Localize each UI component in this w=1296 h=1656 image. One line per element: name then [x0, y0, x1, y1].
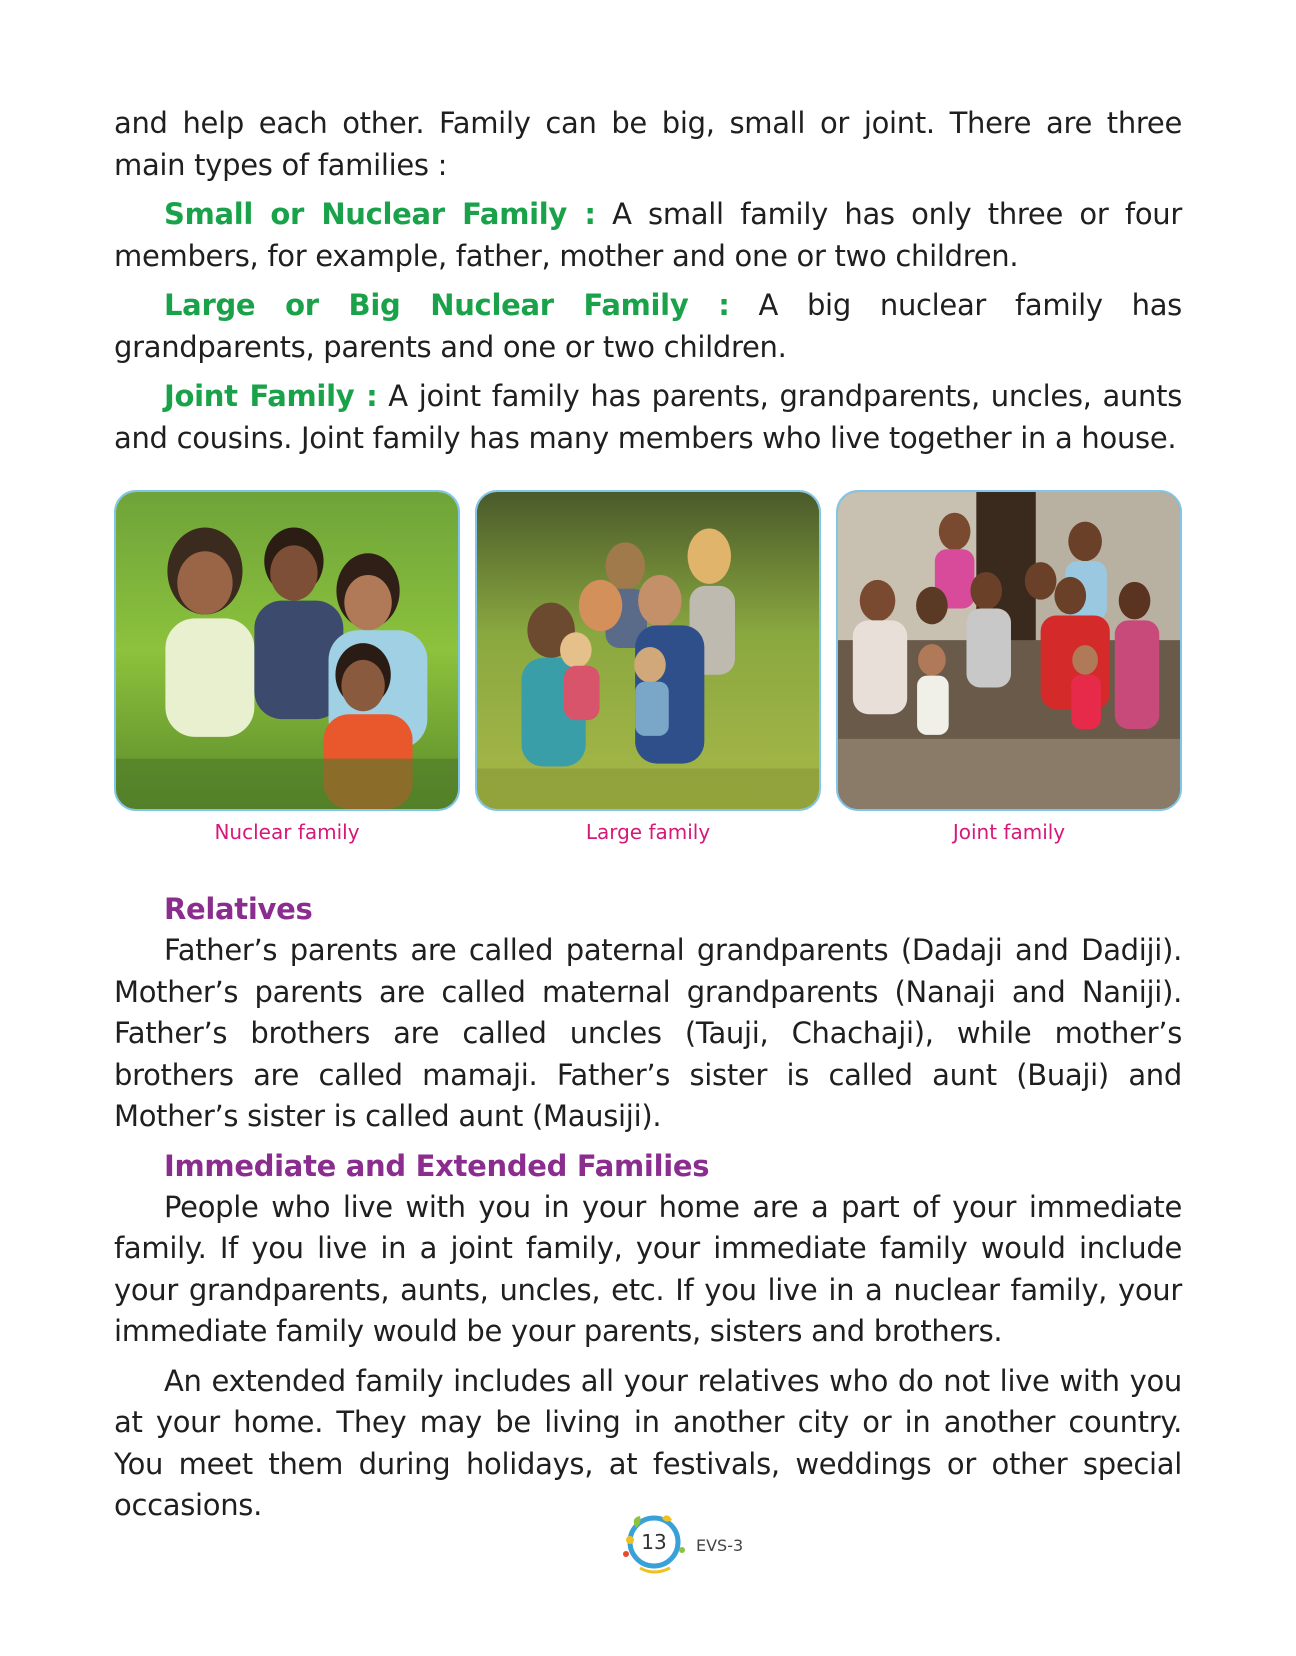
- joint-family-photo: [836, 490, 1182, 811]
- joint-family-text: A joint family has parents, grandparents, uncles, aunts and cousins. Joint family has many members who live together in a house.: [114, 379, 1183, 455]
- large-family-photo: [475, 490, 821, 811]
- families-heading: Immediate and Extended Families: [164, 1148, 710, 1183]
- small-family-paragraph: [114, 194, 1182, 277]
- page-number: 13: [641, 1530, 667, 1554]
- book-code: EVS-3: [696, 1536, 744, 1555]
- joint-family-paragraph: [114, 376, 1182, 459]
- extended-family-paragraph: An extended family includes all your relatives who do not live with you at your home. They may be living in another city or in another country. You meet them during holidays, at festivals, weddings or other special occasions.: [114, 1363, 1182, 1522]
- family-photo-icon: [838, 492, 1180, 809]
- family-photo-icon: [116, 492, 458, 809]
- caption-large-family: Large family: [585, 820, 711, 844]
- large-family-paragraph: [114, 285, 1182, 368]
- nuclear-family-photo: [114, 490, 460, 811]
- joint-family-term: Joint Family :: [164, 379, 378, 413]
- relatives-paragraph: Father’s parents are called paternal grandparents (Dadaji and Dadiji). Mother’s parents are called maternal grandparents (Nanaji and Naniji). Father’s brothers are called uncles (Tauji, Chachaji), while mother’s brothers are called mamaji. Father’s sister is called aunt (Buaji) and Mother’s sister is called aunt (Mausiji).: [114, 933, 1182, 1133]
- caption-nuclear-family: Nuclear family: [214, 820, 360, 844]
- small-family-term: Small or Nuclear Family :: [164, 197, 596, 231]
- intro-paragraph: and help each other. Family can be big, small or joint. There are three main types of families :: [114, 106, 1182, 182]
- relatives-heading: Relatives: [164, 892, 313, 926]
- family-photos: [114, 490, 1182, 811]
- large-family-text: A big nuclear family has grandparents, parents and one or two children.: [114, 288, 1182, 364]
- family-photo-icon: [477, 492, 819, 809]
- photo-captions: [114, 820, 1182, 850]
- small-family-text: A small family has only three or four members, for example, father, mother and one or two children.: [114, 197, 1182, 273]
- large-family-term: Large or Big Nuclear Family :: [164, 288, 730, 322]
- caption-joint-family: Joint family: [952, 820, 1066, 844]
- immediate-family-paragraph: People who live with you in your home are a part of your immediate family. If you live in a joint family, your immediate family would include your grandparents, aunts, uncles, etc. If you live in a nuclear family, your immediate family would be your parents, sisters and brothers.: [114, 1189, 1182, 1348]
- page-footer: [600, 1510, 800, 1580]
- page-body: [114, 103, 1182, 1527]
